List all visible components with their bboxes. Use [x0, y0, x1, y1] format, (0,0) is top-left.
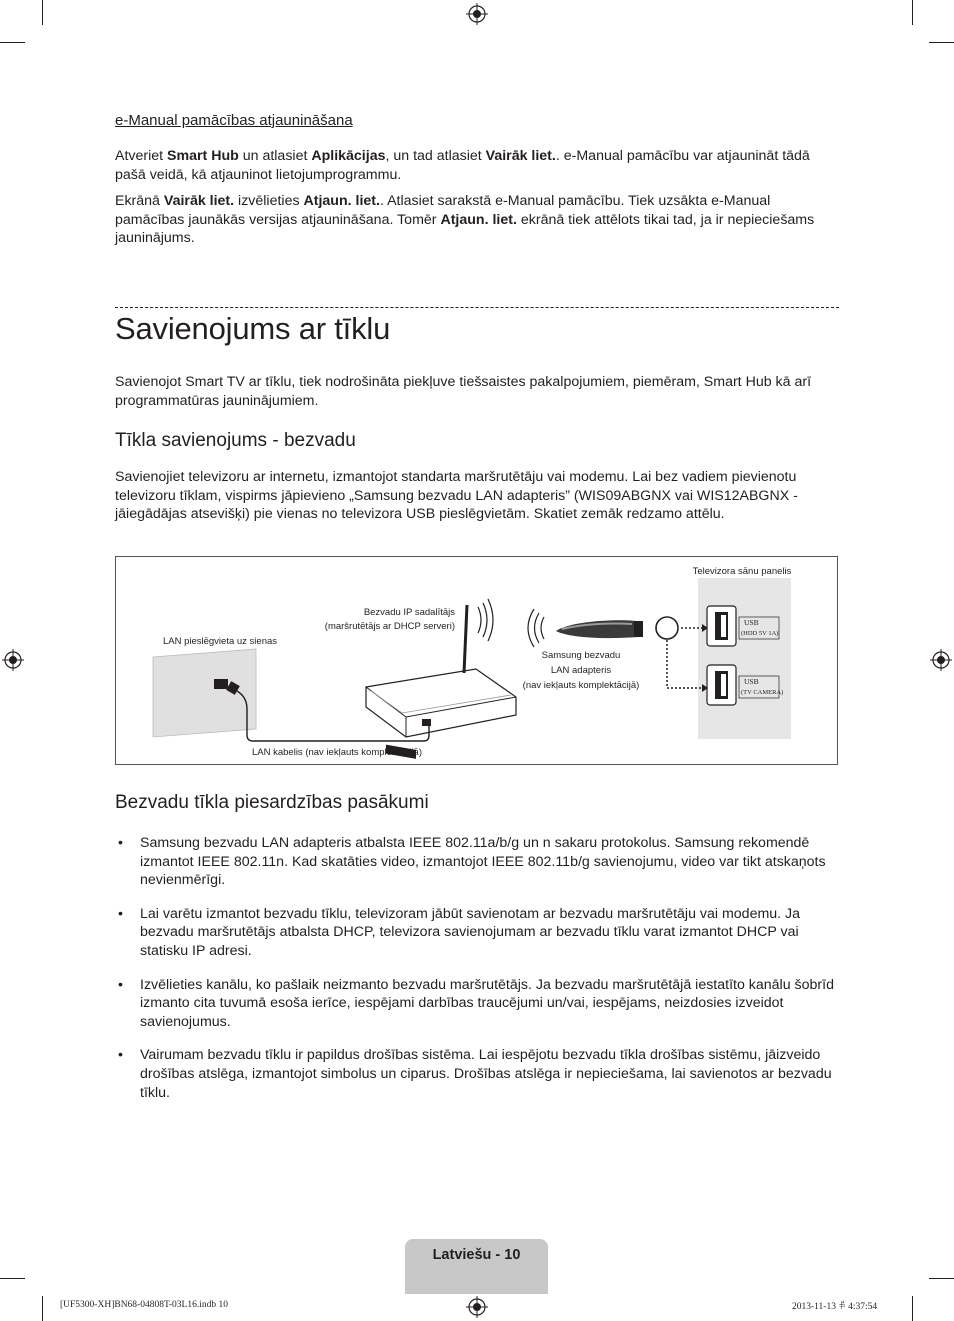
print-date-info: 2013-11-13 ꅰ 4:37:54 [792, 1302, 878, 1312]
wall-port-label: LAN pieslēgvieta uz sienas [162, 636, 278, 647]
manual-update-paragraph-1: Atveriet Smart Hub un atlasiet Aplikācijas, un tad atlasiet Vairāk liet.. e-Manual pamācību var atjaunināt tādā pašā veidā, kā atjauninot lietojumprogrammu. [115, 148, 810, 183]
adapter-label-line-2: LAN adapteris [550, 665, 612, 676]
wireless-lan-adapter [556, 620, 643, 638]
crop-mark [42, 0, 43, 25]
crop-mark [0, 42, 25, 43]
registration-mark-icon [930, 649, 952, 671]
wireless-text: Savienojiet televizoru ar internetu, izmantojot standarta maršrutētāju vai modemu. Lai bez vadiem pievienotu televizoru tīklam, vispirms jāpievieno „Samsung bezvadu LAN adapteris” (WIS09ABGNX vai WIS12ABGNX - jāiegādājas atsevišķi) pie vienas no televizora USB pieslēgvietām. Skatiet zemāk redzamo attēlu. [115, 469, 798, 523]
connection-ring-icon [656, 617, 678, 639]
wireless-heading: Tīkla savienojums - bezvadu [115, 430, 356, 451]
list-item: • Izvēlieties kanālu, ko pašlaik neizmanto bezvadu maršrutētājs. Ja bezvadu maršrutētājā iestatīto kanālu šobrīd izmanto cita tuvumā esoša ierīce, iespējami darbības traucējumi un/vai, iespējams, neizdosies izveidot savienojumus. [118, 976, 834, 1030]
print-file-info: [UF5300-XH]BN68-04808T-03L16.indb 10 [60, 1300, 229, 1310]
crop-mark [42, 1296, 43, 1321]
crop-mark [0, 1278, 25, 1279]
network-intro: Savienojot Smart TV ar tīklu, tiek nodrošināta piekļuve tiešsaistes pakalpojumiem, piemēram, Smart Hub kā arī programmatūras jauninājumiem. [115, 374, 812, 409]
bullet: • [118, 835, 123, 851]
usb-2-sublabel: (TV CAMERA) [741, 689, 784, 696]
registration-mark-icon [2, 649, 24, 671]
ethernet-plug-icon [214, 679, 228, 689]
crop-mark [929, 1278, 954, 1279]
lan-cable-label: LAN kabelis (nav iekļauts komplektācijā) [251, 747, 423, 758]
section-divider [115, 307, 839, 308]
tv-panel-label: Televizora sānu panelis [692, 566, 792, 577]
crop-mark [912, 1296, 913, 1321]
precautions-heading: Bezvadu tīkla piesardzības pasākumi [115, 792, 429, 813]
list-item: • Lai varētu izmantot bezvadu tīklu, televizoram jābūt savienotam ar bezvadu maršrutētāju vai modemu. Ja bezvadu maršrutētājs atbalsta DHCP, televizora savienojumam ar bezvadu tīklu varat izmantot DHCP vai statisku IP adresi. [118, 905, 801, 959]
wifi-signal-icon [478, 599, 493, 641]
wireless-connection-diagram [115, 556, 838, 765]
crop-mark [929, 42, 954, 43]
page-number: Latviešu - 10 [432, 1247, 521, 1263]
usb-1-label: USB [744, 618, 759, 627]
list-item: • Vairumam bezvadu tīklu ir papildus drošības sistēma. Lai iespējotu bezvadu tīkla drošības sistēmu, jāizveido drošības atslēga, izmantojot simbolus un ciparus. Drošības atslēga ir nepieciešama, lai savienotos ar bezvadu tīklu. [118, 1047, 832, 1101]
adapter-label-line-3: (nav iekļauts komplektācijā) [522, 680, 640, 691]
manual-update-paragraph-2: Ekrānā Vairāk liet. izvēlieties Atjaun. liet.. Atlasiet sarakstā e-Manual pamācību. Tiek uzsākta e-Manual pamācības jaunākās versijas atjaunināšana. Tomēr Atjaun. liet. ekrānā tiek attēlots tikai tad, ja ir nepieciešams jauninājums. [115, 193, 815, 247]
wifi-signal-icon [528, 609, 544, 647]
page-number-tab [405, 1239, 548, 1294]
bullet: • [118, 1047, 123, 1064]
crop-mark [912, 0, 913, 25]
usb-1-sublabel: (HDD 5V 1A) [741, 630, 779, 637]
adapter-label-line-1: Samsung bezvadu [541, 650, 621, 661]
usb-2-label: USB [744, 677, 759, 686]
list-item: • Samsung bezvadu LAN adapteris atbalsta IEEE 802.11a/b/g un n sakaru protokolus. Samsung rekomendē izmantot IEEE 802.11n. Kad skatāties video, izmantojot IEEE 802.11b/g savienojumu, video var tikt atskaņots nevienmērīgi. [118, 835, 826, 889]
registration-mark-icon [466, 1296, 488, 1318]
registration-mark-icon [466, 3, 488, 25]
tv-side-panel [698, 578, 791, 739]
router-label-line-2: (maršrutētājs ar DHCP serveri) [324, 621, 455, 632]
router-label-line-1: Bezvadu IP sadalītājs [363, 607, 455, 618]
manual-update-heading: e-Manual pamācības atjaunināšana [115, 112, 353, 129]
usb-2-dotted-link [667, 640, 702, 688]
bullet: • [118, 976, 123, 993]
bullet: • [118, 905, 123, 922]
precautions-list [115, 834, 842, 1117]
network-section-title: Savienojums ar tīklu [115, 311, 391, 346]
